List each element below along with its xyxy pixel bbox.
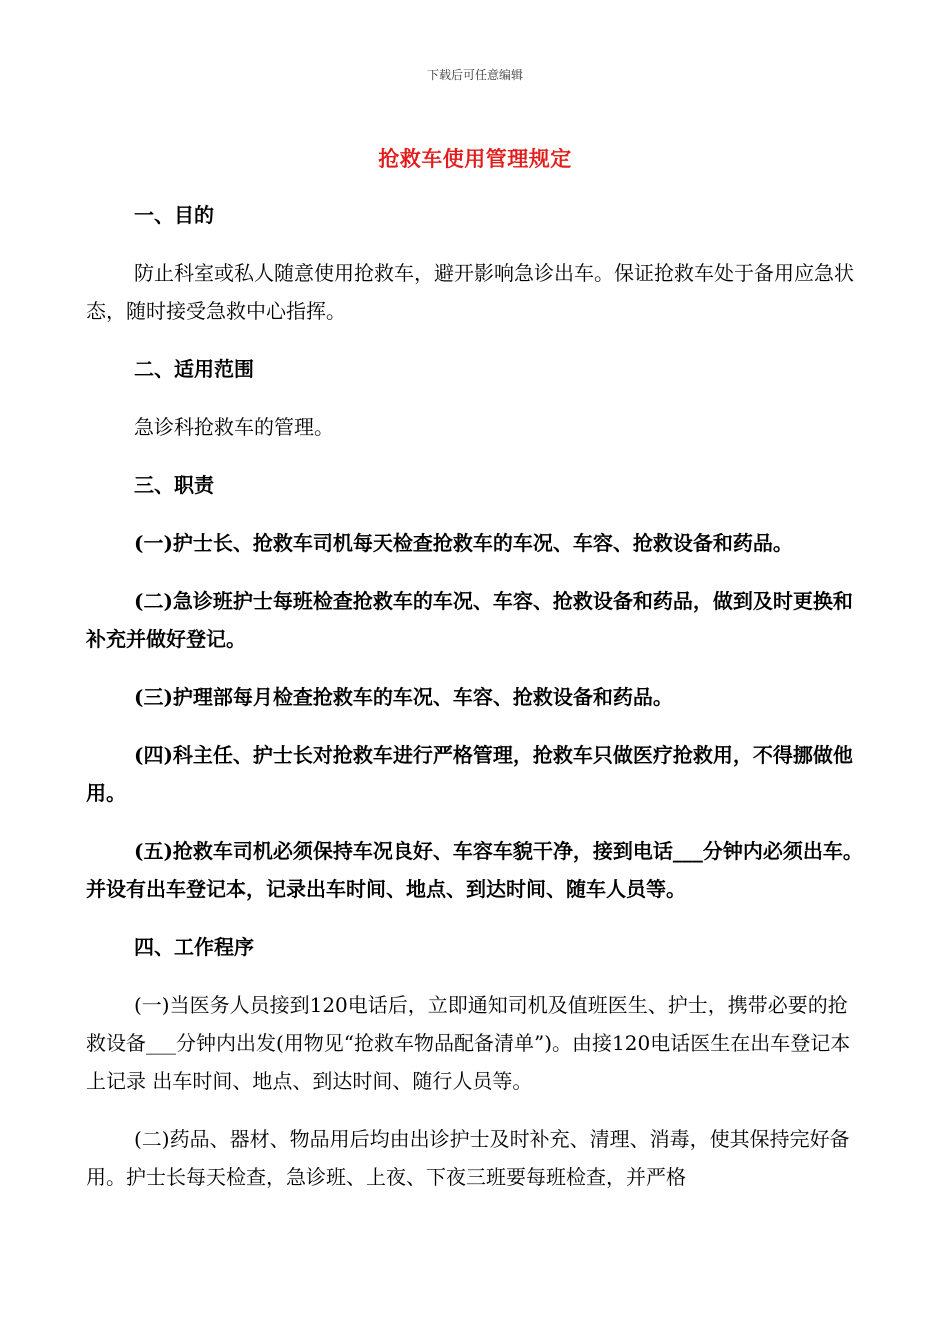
- section-3-item-3: (三)护理部每月检查抢救车的车况、车容、抢救设备和药品。: [134, 685, 673, 709]
- section-4-item-2: (二)药品、器材、物品用后均由出诊护士及时补充、清理、消毒，使其保持完好备用。护士长每天检查，急诊班、上夜、下夜三班要每班检查，并严格: [86, 1127, 850, 1189]
- section-3-item-4: (四)科主任、护士长对抢救车进行严格管理，抢救车只做医疗抢救用，不得挪做他用。: [86, 743, 853, 805]
- section-3-item-5: (五)抢救车司机必须保持车况良好、车容车貌干净，接到电话___分钟内必须出车。并设有出车登记本，记录出车时间、地点、到达时间、随车人员等。: [86, 839, 863, 901]
- section-3-heading: 三、职责: [134, 473, 214, 497]
- section-1-paragraph: 防止科室或私人随意使用抢救车，避开影响急诊出车。保证抢救车处于备用应急状态，随时接受急救中心指挥。: [86, 261, 854, 323]
- section-4-heading: 四、工作程序: [134, 935, 254, 959]
- section-3-item-1: (一)护士长、抢救车司机每天检查抢救车的车况、车容、抢救设备和药品。: [134, 531, 793, 555]
- section-1-heading: 一、目的: [134, 203, 214, 227]
- section-3-item-2: (二)急诊班护士每班检查抢救车的车况、车容、抢救设备和药品，做到及时更换和补充并做好登记。: [86, 589, 853, 651]
- document-title: 抢救车使用管理规定: [378, 146, 572, 171]
- section-2-heading: 二、适用范围: [134, 357, 254, 381]
- header-note: 下载后可任意编辑: [426, 68, 523, 82]
- section-2-paragraph: 急诊科抢救车的管理。: [134, 415, 334, 439]
- section-4-item-1: (一)当医务人员接到120电话后，立即通知司机及值班医生、护士，携带必要的抢救设备___分钟内出发(用物见“抢救车物品配备清单”)。由接120电话医生在出车登记本上记录 出车时间、地点、到达时间、随行人员等。: [86, 993, 851, 1093]
- document-body: [86, 196, 864, 1216]
